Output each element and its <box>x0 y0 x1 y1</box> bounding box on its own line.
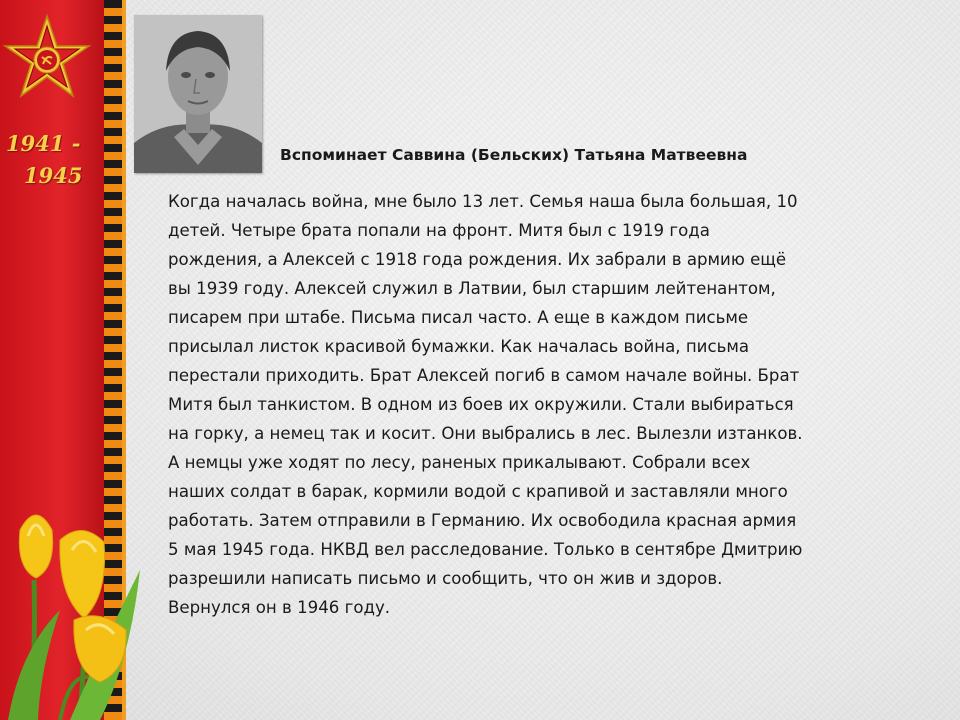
memoir-heading: Вспоминает Саввина (Бельских) Татьяна Матвеевна <box>280 146 748 164</box>
memoir-line: перестали приходить. Брат Алексей погиб в самом начале войны. Брат <box>168 366 800 385</box>
year-start: 1941 - <box>6 131 81 156</box>
yellow-tulips-icon <box>0 500 150 720</box>
memoir-text <box>168 187 908 622</box>
memoir-line: присылал листок красивой бумажки. Как началась война, письма <box>168 337 750 356</box>
years-label <box>6 128 96 192</box>
memoir-line: 5 мая 1945 года. НКВД вел расследование. Только в сентябре Дмитрию <box>168 540 803 559</box>
memoir-line: рождения, а Алексей с 1918 года рождения. Их забрали в армию ещё <box>168 250 787 269</box>
memoir-line: работать. Затем отправили в Германию. Их освободила красная армия <box>168 511 797 530</box>
memoir-line: на горку, а немец так и косит. Они выбрались в лес. Вылезли изтанков. <box>168 424 803 443</box>
memoir-line: наших солдат в барак, кормили водой с крапивой и заставляли много <box>168 482 788 501</box>
memoir-line: А немцы уже ходят по лесу, раненых прикалывают. Собрали всех <box>168 453 751 472</box>
woman-portrait-photo <box>134 15 262 173</box>
memoir-line: Вернулся он в 1946 году. <box>168 598 391 617</box>
memoir-line: писарем при штабе. Письма писал часто. А еще в каждом письме <box>168 308 749 327</box>
memoir-line: вы 1939 году. Алексей служил в Латвии, был старшим лейтенантом, <box>168 279 776 298</box>
year-end: 1945 <box>24 163 83 188</box>
memoir-line: детей. Четыре брата попали на фронт. Митя был с 1919 года <box>168 221 710 240</box>
memoir-line: Когда началась война, мне было 13 лет. Семья наша была большая, 10 <box>168 192 798 211</box>
memoir-line: разрешили написать письмо и сообщить, что он жив и здоров. <box>168 569 723 588</box>
order-of-patriotic-war-icon <box>2 12 92 112</box>
memoir-line: Митя был танкистом. В одном из боев их окружили. Стали выбираться <box>168 395 794 414</box>
